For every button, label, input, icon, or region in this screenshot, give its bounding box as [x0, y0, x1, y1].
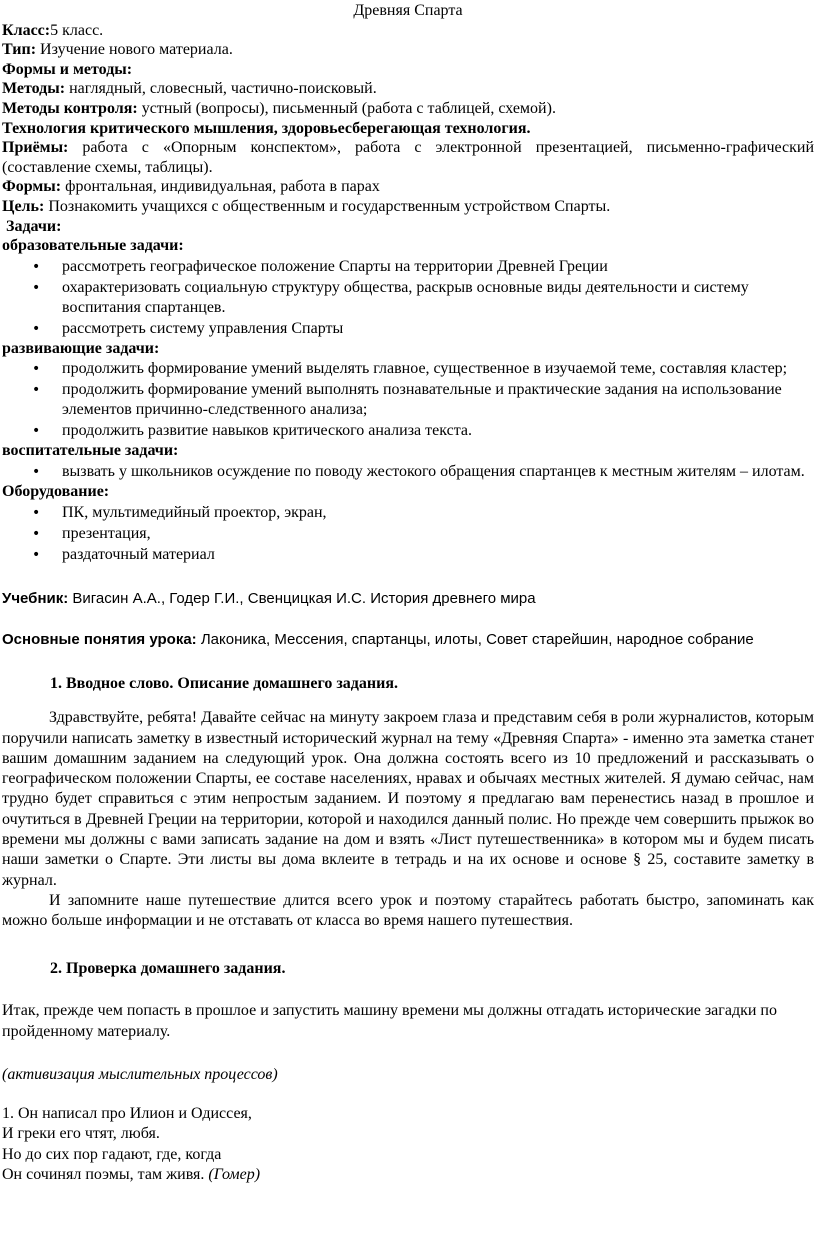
meta-line	[2, 60, 814, 80]
poem-line-text: И греки его чтят, любя.	[2, 1125, 160, 1143]
poem-answer: (Гомер)	[204, 1166, 261, 1184]
concepts-label: Основные понятия урока:	[2, 631, 197, 649]
task-group-heading: образовательные задачи:	[2, 237, 184, 255]
meta-label: Технология критического мышления, здоровьесберегающая технология.	[2, 119, 531, 137]
meta-line	[2, 40, 814, 60]
intro-paragraph: Здравствуйте, ребята! Давайте сейчас на минуту закроем глаза и представим себя в роли журналистов, которым поручили написать заметку в известный исторический журнал на тему «Древняя Спарта» - именно эта заметка станет вашим домашним заданием на следующий урок. Она должна состоять всего из 10 предложений и рассказывать о географическом положении Спарты, ее составе населениях, нравах и обычаях местных жителей. Я думаю сейчас, нам трудно будет справиться с этим непростым заданием. И поэтому я предлагаю вам перенестись назад в прошлое и очутиться в Древней Греции на территории, которой и находился данный полис. Но прежде чем совершить прыжок во времени мы должны с вами записать задание на дом и взять «Лист путешественника» в котором мы и будем писать наши заметки о Спарте. Эти листы вы дома вклеите в тетрадь и на их основе и основе § 25, составите заметку в журнал.	[2, 709, 814, 889]
meta-label: Класс:	[2, 21, 51, 39]
task-group-heading: развивающие задачи:	[2, 339, 160, 357]
list-item: • продолжить формирование умений выделять главное, существенное в изучаемой теме, составляя кластер;	[2, 359, 814, 379]
concepts-line	[2, 630, 814, 650]
meta-line	[2, 119, 814, 139]
meta-label: Цель:	[2, 197, 45, 215]
meta-value: устный (вопросы), письменный (работа с таблицей, схемой).	[137, 99, 556, 117]
textbook-line	[2, 589, 814, 609]
task-group-heading: воспитательные задачи:	[2, 442, 179, 460]
meta-label: Формы:	[2, 178, 62, 196]
meta-value: Изучение нового материала.	[36, 41, 233, 59]
task-list	[2, 503, 814, 565]
tasks-heading: Задачи:	[2, 217, 62, 235]
riddle-poem	[2, 1104, 814, 1186]
poem-line	[2, 1124, 814, 1145]
concepts-value: Лаконика, Мессения, спартанцы, илоты, Совет старейшин, народное собрание	[196, 631, 754, 649]
list-item: • ПК, мультимедийный проектор, экран,	[2, 503, 814, 523]
list-item: • раздаточный материал	[2, 545, 814, 565]
poem-line-text: 1. Он написал про Илион и Одиссея,	[2, 1104, 252, 1122]
meta-label: Методы:	[2, 80, 66, 98]
textbook-value: Вигасин А.А., Годер Г.И., Свенцицкая И.С. История древнего мира	[68, 589, 536, 607]
task-groups	[2, 236, 814, 564]
task-list	[2, 462, 814, 482]
document-title: Древняя Спарта	[353, 2, 463, 19]
meta-value: Познакомить учащихся с общественным и государственным устройством Спарты.	[44, 197, 611, 215]
meta-line	[2, 21, 814, 41]
homework-paragraph: Итак, прежде чем попасть в прошлое и запустить машину времени мы должны отгадать исторические загадки по пройденному материалу.	[2, 1002, 777, 1041]
task-list	[2, 257, 814, 339]
reminder-paragraph: И запомните наше путешествие длится всего урок и поэтому старайтесь работать быстро, запоминать как можно больше информации и не отставать от класса во время нашего путешествия.	[2, 891, 814, 930]
task-list	[2, 359, 814, 441]
meta-line	[2, 138, 814, 177]
poem-line	[2, 1104, 814, 1125]
poem-line	[2, 1145, 814, 1166]
poem-line	[2, 1165, 814, 1186]
lesson-meta	[2, 21, 814, 217]
meta-line	[2, 197, 814, 217]
meta-value: 5 класс.	[50, 21, 104, 39]
section-heading-2: 2. Проверка домашнего задания.	[50, 959, 286, 977]
list-item: • продолжить развитие навыков критического анализа текста.	[2, 421, 814, 441]
list-item: • вызвать у школьников осуждение по поводу жестокого обращения спартанцев к местным жителям – илотам.	[2, 462, 814, 482]
meta-value: наглядный, словесный, частично-поисковый.	[65, 80, 377, 98]
meta-line	[2, 79, 814, 99]
task-group-heading: Оборудование:	[2, 482, 110, 500]
meta-line	[2, 99, 814, 119]
list-item: • охарактеризовать социальную структуру общества, раскрыв основные виды деятельности и систему воспитания спартанцев.	[2, 278, 814, 318]
meta-line	[2, 177, 814, 197]
meta-value: фронтальная, индивидуальная, работа в парах	[61, 178, 380, 196]
meta-label: Тип:	[2, 41, 37, 59]
list-item: • рассмотреть географическое положение Спарты на территории Древней Греции	[2, 257, 814, 277]
activation-note: (активизация мыслительных процессов)	[2, 1066, 278, 1084]
meta-label: Приёмы:	[2, 139, 69, 157]
list-item: • продолжить формирование умений выполнять познавательные и практические задания на использование элементов причинно-следственного анализа;	[2, 380, 814, 420]
meta-label: Формы и методы:	[2, 60, 133, 78]
section-heading-1: 1. Вводное слово. Описание домашнего задания.	[50, 674, 398, 692]
meta-value: работа с «Опорным конспектом», работа с электронной презентацией, письменно-графический (составление схемы, таблицы).	[2, 139, 814, 176]
list-item: • презентация,	[2, 524, 814, 544]
poem-line-text: Он сочинял поэмы, там живя.	[2, 1166, 205, 1184]
textbook-label: Учебник:	[2, 589, 69, 607]
list-item: • рассмотреть систему управления Спарты	[2, 319, 814, 339]
meta-label: Методы контроля:	[2, 99, 138, 117]
poem-line-text: Но до сих пор гадают, где, когда	[2, 1145, 222, 1163]
